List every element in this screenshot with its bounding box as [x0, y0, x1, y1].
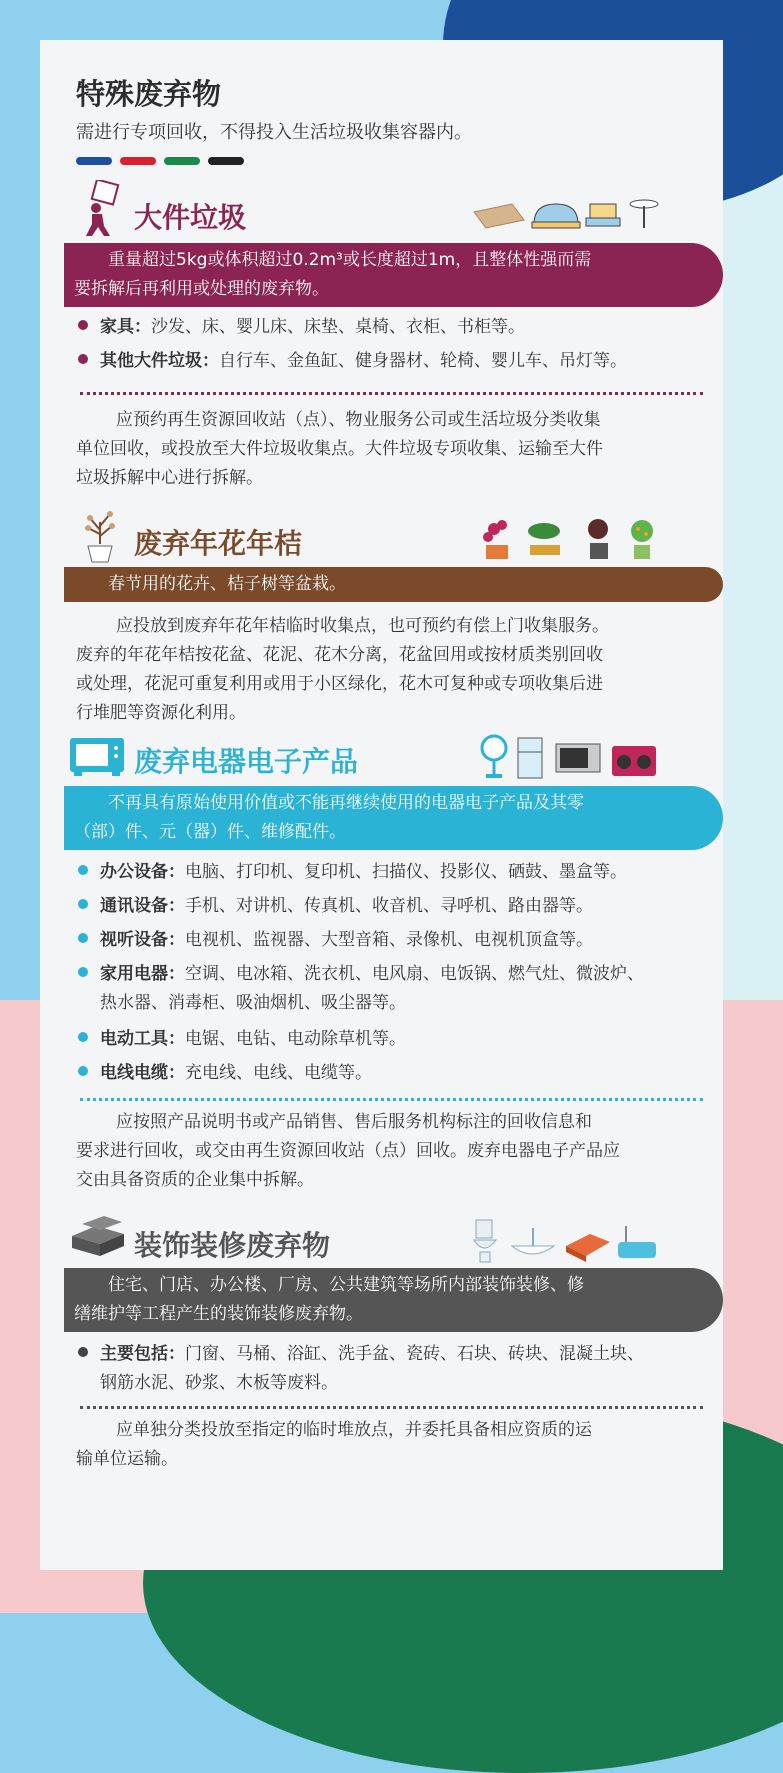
- dash-black: [208, 157, 244, 165]
- bullet-dot: [78, 1066, 88, 1076]
- potted-tree-icon: [80, 508, 120, 564]
- bullet-dot: [78, 865, 88, 875]
- bullet-text: 电视机、监视器、大型音箱、录像机、电视机顶盒等。: [185, 930, 593, 950]
- bullet-text: 门窗、马桶、浴缸、洗手盆、瓷砖、石块、砖块、混凝土块、钢筋水泥、砂浆、木板等废料。: [100, 1344, 644, 1393]
- banner-line: 要拆解后再利用或处理的废弃物。: [74, 279, 329, 299]
- note-renovation: [76, 1416, 696, 1474]
- note-line: 应按照产品说明书或产品销售、售后服务机构标注的回收信息和: [116, 1112, 592, 1132]
- list-item: [78, 313, 703, 342]
- bullet-dot: [78, 967, 88, 977]
- note-line: 应预约再生资源回收站（点）、物业服务公司或生活垃圾分类收集: [116, 410, 601, 430]
- banner-bulky: [64, 243, 723, 307]
- dash-red: [120, 157, 156, 165]
- banner-line: 春节用的花卉、桔子树等盆栽。: [108, 574, 346, 594]
- microwave-icon: [68, 736, 126, 778]
- banner-newyear-plants: [64, 567, 723, 602]
- person-carrying-icon: [76, 180, 126, 238]
- bullet-label: 家具：: [100, 317, 151, 337]
- dash-blue: [76, 157, 112, 165]
- divider: [80, 1098, 703, 1101]
- bullet-text: 充电线、电线、电缆等。: [185, 1063, 372, 1083]
- bullet-dot: [78, 320, 88, 330]
- bullet-label: 通讯设备：: [100, 896, 185, 916]
- bullet-text: 手机、对讲机、传真机、收音机、寻呼机、路由器等。: [185, 896, 593, 916]
- bullet-dot: [78, 933, 88, 943]
- content-card: [40, 40, 723, 1570]
- bullet-dot: [78, 354, 88, 364]
- note-line: 单位回收，或投放至大件垃圾收集点。大件垃圾专项收集、运输至大件: [76, 439, 603, 459]
- banner-line: （部）件、元（器）件、维修配件。: [74, 822, 346, 842]
- note-line: 输单位运输。: [76, 1449, 178, 1469]
- bullet-text: 沙发、床、婴儿床、床垫、桌椅、衣柜、书柜等。: [151, 317, 525, 337]
- bullet-label: 其他大件垃圾：: [100, 351, 219, 371]
- note-bulky: [76, 406, 696, 493]
- note-line: 要求进行回收，或交由再生资源回收站（点）回收。废弃电器电子产品应: [76, 1141, 620, 1161]
- bullet-dot: [78, 1032, 88, 1042]
- note-line: 应单独分类投放至指定的临时堆放点，并委托具备相应资质的运: [116, 1420, 592, 1440]
- banner-line: 缮维护等工程产生的装饰装修废弃物。: [74, 1304, 363, 1324]
- bullet-label: 主要包括：: [100, 1344, 185, 1364]
- section-title-renovation: 装饰装修废弃物: [134, 1229, 331, 1262]
- banner-renovation: [64, 1268, 723, 1332]
- banner-electronics: [64, 786, 723, 850]
- potted-plants-icons: [480, 515, 660, 563]
- note-line: 行堆肥等资源化利用。: [76, 703, 246, 723]
- note-line: 或处理，花泥可重复利用或用于小区绿化，花木可复种或专项收集后进: [76, 674, 603, 694]
- list-item: [78, 892, 703, 921]
- page-subtitle: 需进行专项回收，不得投入生活垃圾收集容器内。: [76, 122, 472, 143]
- list-item: [78, 1025, 703, 1054]
- list-item: [78, 1340, 703, 1398]
- list-item: [78, 858, 703, 887]
- dash-green: [164, 157, 200, 165]
- bullet-label: 电动工具：: [100, 1029, 185, 1049]
- renovation-icons: [470, 1216, 660, 1266]
- furniture-icons: [472, 192, 662, 236]
- list-item: [78, 347, 703, 376]
- bullet-dot: [78, 1347, 88, 1357]
- bullet-text: 自行车、金鱼缸、健身器材、轮椅、婴儿车、吊灯等。: [219, 351, 627, 371]
- banner-line: 重量超过5kg或体积超过0.2m³或长度超过1m，且整体性强而需: [108, 250, 592, 270]
- note-line: 应投放到废弃年花年桔临时收集点，也可预约有偿上门收集服务。: [116, 616, 609, 636]
- banner-line: 不再具有原始使用价值或不能再继续使用的电器电子产品及其零: [108, 793, 584, 813]
- section-title-newyear-plants: 废弃年花年桔: [134, 527, 303, 560]
- note-newyear-plants: [76, 612, 696, 728]
- list-item: [78, 926, 703, 955]
- note-line: 交由具备资质的企业集中拆解。: [76, 1170, 314, 1190]
- bullet-dot: [78, 899, 88, 909]
- bullet-label: 电线电缆：: [100, 1063, 185, 1083]
- note-line: 废弃的年花年桔按花盆、花泥、花木分离，花盆回用或按材质类别回收: [76, 645, 603, 665]
- color-dashes: [76, 150, 252, 169]
- bullet-label: 家用电器：: [100, 964, 185, 984]
- note-electronics: [76, 1108, 696, 1195]
- bullet-text: 空调、电冰箱、洗衣机、电风扇、电饭锅、燃气灶、微波炉、热水器、消毒柜、吸油烟机、吸尘器等。: [100, 964, 644, 1013]
- divider: [80, 1406, 703, 1409]
- appliances-icons: [480, 734, 660, 782]
- bullet-text: 电脑、打印机、复印机、扫描仪、投影仪、硒鼓、墨盒等。: [185, 862, 627, 882]
- section-title-bulky: 大件垃圾: [134, 201, 247, 234]
- bullet-label: 办公设备：: [100, 862, 185, 882]
- bullet-text: 电锯、电钻、电动除草机等。: [185, 1029, 406, 1049]
- list-item: [78, 1059, 703, 1088]
- page-title: 特殊废弃物: [76, 77, 222, 111]
- note-line: 垃圾拆解中心进行拆解。: [76, 468, 263, 488]
- banner-line: 住宅、门店、办公楼、厂房、公共建筑等场所内部装饰装修、修: [108, 1275, 584, 1295]
- bricks-icon: [68, 1212, 128, 1260]
- bullet-label: 视听设备：: [100, 930, 185, 950]
- list-item: [78, 960, 703, 1018]
- section-title-electronics: 废弃电器电子产品: [134, 745, 359, 778]
- divider: [80, 392, 703, 395]
